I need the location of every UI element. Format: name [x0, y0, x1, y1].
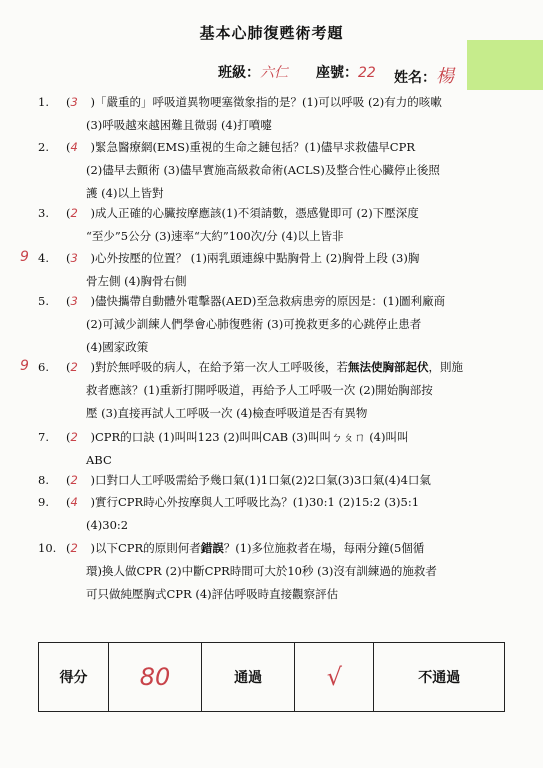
class-label: 班級： — [218, 65, 260, 81]
question-number: 1. — [38, 95, 49, 109]
wrong-mark: 9 — [20, 249, 29, 265]
question-8: 8. (2 )口對口人工呼吸需給予幾口氣(1)1口氣(2)2口氣(3)3口氣(4)4口氣 — [38, 469, 508, 492]
question-number: 2. — [38, 140, 49, 154]
question-9: 9. (4 )實行CPR時心外按摩與人工呼吸比為？(1)30:1 (2)15:2 (3)5:1 (4)30:2 — [38, 491, 508, 537]
class-field — [218, 62, 288, 82]
question-2: 2. (4 )緊急醫療網(EMS)重視的生命之鏈包括？(1)儘早求救儘早CPR (2)儘早去顫術 (3)儘早實施高級救命術(ACLS)及整合性心臟停止後照 護 (4)以上皆對 — [38, 136, 508, 205]
emphasis-text: 錯誤 — [200, 541, 224, 555]
question-number: 9. — [38, 495, 49, 509]
question-number: 10. — [38, 541, 57, 555]
question-text: 心外按壓的位置？ (1)兩乳頭連線中點胸骨上 (2)胸骨上段 (3)胸 — [95, 251, 420, 265]
answer: 4 — [70, 140, 78, 154]
question-text: CPR的口訣 (1)叫叫123 (2)叫叫CAB (3)叫叫ㄅㄆㄇ (4)叫叫 — [95, 430, 409, 444]
question-number: 4. — [38, 251, 49, 265]
score-table — [38, 642, 505, 712]
question-text: 緊急醫療網(EMS)重視的生命之鏈包括？(1)儘早求救儘早CPR — [95, 140, 416, 154]
answer: 3 — [70, 95, 78, 109]
answer: 2 — [70, 541, 78, 555]
question-text: 骨左側 (4)胸骨右側 — [86, 274, 187, 288]
question-text: (2)可減少訓練人們學會心肺復甦術 (3)可挽救更多的心跳停止患者 — [86, 317, 422, 331]
answer: 2 — [70, 206, 78, 220]
question-text: (2)儘早去顫術 (3)儘早實施高級救命術(ACLS)及整合性心臟停止後照 — [86, 163, 440, 177]
question-text: 成人正確的心臟按摩應該(1)不須請數，憑感覺即可 (2)下壓深度 — [95, 206, 419, 220]
question-4: 4. (3 )心外按壓的位置？ (1)兩乳頭連線中點胸骨上 (2)胸骨上段 (3)胸 骨左側 (4)胸骨右側 — [38, 247, 508, 293]
question-number: 5. — [38, 294, 49, 308]
page-title: 基本心肺復甦術考題 — [199, 24, 344, 42]
question-text: 環)換人做CPR (2)中斷CPR時間可大於10秒 (3)沒有訓練過的施救者 — [86, 564, 437, 578]
question-1: 1. (3 )「嚴重的」呼吸道異物哽塞徵象指的是？(1)可以呼吸 (2)有力的咳嗽 (3)呼吸越來越困難且微弱 (4)打噴嚏 — [38, 91, 508, 137]
seat-field — [316, 62, 376, 82]
score-label: 得分 — [39, 643, 109, 712]
answer: 4 — [70, 495, 78, 509]
question-number: 7. — [38, 430, 49, 444]
question-text: (4)國家政策 — [86, 340, 149, 354]
question-text: 口對口人工呼吸需給予幾口氣(1)1口氣(2)2口氣(3)3口氣(4)4口氣 — [95, 473, 431, 487]
name-label: 姓名： — [394, 70, 436, 86]
question-3: 3. (2 )成人正確的心臟按摩應該(1)不須請數，憑感覺即可 (2)下壓深度 “至少”5公分 (3)速率“大約”100次/分 (4)以上皆非 — [38, 202, 508, 248]
question-text: 救者應該？(1)重新打開呼吸道，再給予人工呼吸一次 (2)開始胸部按 — [86, 383, 433, 397]
emphasis-text: 無法使胸部起伏 — [348, 360, 429, 374]
name-field — [394, 62, 454, 88]
question-text: (4)30:2 — [86, 518, 129, 532]
seat-value: 22 — [358, 65, 376, 81]
question-7: 7. (2 )CPR的口訣 (1)叫叫123 (2)叫叫CAB (3)叫叫ㄅㄆㄇ (4)叫叫 ABC — [38, 426, 508, 472]
question-number: 8. — [38, 473, 49, 487]
question-text: 護 (4)以上皆對 — [86, 186, 164, 200]
question-text: 對於無呼吸的病人，在給予第一次人工呼吸後，若無法使胸部起伏，則施 — [95, 360, 463, 374]
answer: 2 — [70, 473, 78, 487]
question-5: 5. (3 )儘快攜帶自動體外電擊器(AED)至急救病患旁的原因是：(1)圖利廠商 (2)可減少訓練人們學會心肺復甦術 (3)可挽救更多的心跳停止患者 (4)國家政策 — [38, 290, 508, 359]
class-value: 六仁 — [260, 65, 288, 81]
fail-label: 不通過 — [374, 643, 505, 712]
seat-label: 座號： — [316, 65, 358, 81]
pass-check-mark: √ — [295, 643, 374, 712]
wrong-mark: 9 — [20, 358, 29, 374]
question-text: “至少”5公分 (3)速率“大約”100次/分 (4)以上皆非 — [86, 229, 344, 243]
answer: 3 — [70, 251, 78, 265]
question-6: 6. (2 )對於無呼吸的病人，在給予第一次人工呼吸後，若無法使胸部起伏，則施 救者應該？(1)重新打開呼吸道，再給予人工呼吸一次 (2)開始胸部按 壓 (3)直接再試人工呼吸一次 (4)檢查呼吸道是否有異物 — [38, 356, 508, 425]
question-text: 實行CPR時心外按摩與人工呼吸比為？(1)30:1 (2)15:2 (3)5:1 — [95, 495, 420, 509]
question-text: (3)呼吸越來越困難且微弱 (4)打噴嚏 — [86, 118, 272, 132]
question-text: 可只做純壓胸式CPR (4)評估呼吸時直接觀察評估 — [86, 587, 339, 601]
question-number: 6. — [38, 360, 49, 374]
pass-label: 通過 — [202, 643, 295, 712]
answer: 3 — [70, 294, 78, 308]
question-text: 儘快攜帶自動體外電擊器(AED)至急救病患旁的原因是：(1)圖利廠商 — [95, 294, 446, 308]
question-text: 「嚴重的」呼吸道異物哽塞徵象指的是？(1)可以呼吸 (2)有力的咳嗽 — [95, 95, 442, 109]
score-value: 80 — [108, 643, 201, 712]
question-number: 3. — [38, 206, 49, 220]
question-text: 以下CPR的原則何者錯誤？(1)多位施救者在場，每兩分鐘(5個循 — [95, 541, 425, 555]
name-value: 楊 — [436, 66, 454, 87]
question-text: ABC — [86, 453, 112, 467]
question-10: 10. (2 )以下CPR的原則何者錯誤？(1)多位施救者在場，每兩分鐘(5個循 環)換人做CPR (2)中斷CPR時間可大於10秒 (3)沒有訓練過的施救者 可只做純壓胸式CPR (4)評估呼吸時直接觀察評估 — [38, 537, 508, 606]
answer: 2 — [70, 360, 78, 374]
question-text: 壓 (3)直接再試人工呼吸一次 (4)檢查呼吸道是否有異物 — [86, 406, 368, 420]
answer: 2 — [70, 430, 78, 444]
green-tab — [467, 40, 543, 90]
